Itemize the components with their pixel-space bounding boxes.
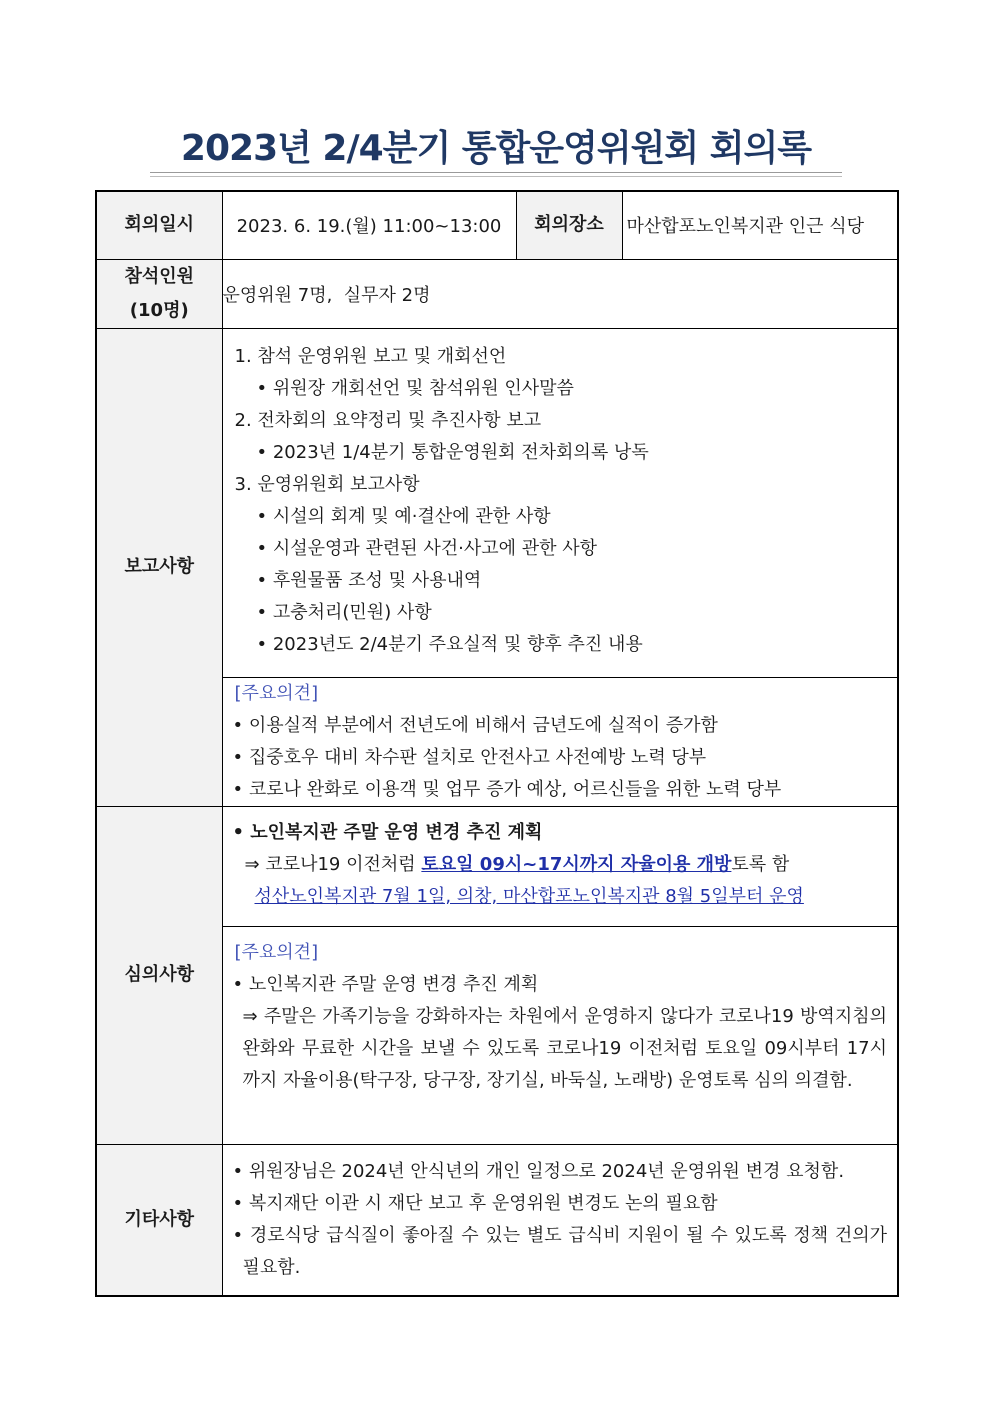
- deliberation-plan-schedule-text: 성산노인복지관 7월 1일, 의창, 마산합포노인복지관 8월 5일부터 운영: [254, 885, 804, 907]
- minutes-table: [95, 190, 899, 1297]
- attendees-label-title: 참석인원: [124, 265, 195, 287]
- deliberation-opinion-detail: ⇒ 주말은 가족기능을 강화하자는 차원에서 운영하지 않다가 코로나19 방역지침의 완화와 무료한 시간을 보낼 수 있도록 코로나19 이전처럼 토요일 09시부터 17시까지 자율이용(탁구장, 당구장, 장기실, 바둑실, 노래방) 운영토록 심의 의결함.: [242, 1005, 887, 1091]
- deliberation-plan-schedule: [233, 881, 888, 913]
- other-item: • 복지재단 이관 시 재단 보고 후 운영위원 변경도 논의 필요함: [232, 1192, 718, 1214]
- other-row: [96, 1144, 898, 1296]
- document-title: 2023년 2/4분기 통합운영위원회 회의록: [180, 128, 812, 169]
- report-subitem: • 시설의 회계 및 예·결산에 관한 사항: [256, 505, 551, 527]
- other-item: • 경로식당 급식질이 좋아질 수 있는 별도 급식비 지원이 될 수 있도록 정책 건의가 필요함.: [232, 1224, 887, 1278]
- other-item: • 위원장님은 2024년 안식년의 개인 일정으로 2024년 운영위원 변경 요청함.: [232, 1160, 845, 1182]
- report-opinion: • 이용실적 부분에서 전년도에 비해서 금년도에 실적이 증가함: [232, 714, 718, 736]
- deliberation-opinions: [222, 926, 898, 1144]
- deliberation-label: 심의사항: [96, 806, 222, 1144]
- report-subitem: • 위원장 개회선언 및 참석위원 인사말씀: [256, 377, 574, 399]
- title-underline: [150, 172, 842, 173]
- deliberation-opinion-heading: [주요의견]: [234, 941, 319, 963]
- report-subitem: • 2023년도 2/4분기 주요실적 및 향후 추진 내용: [256, 633, 643, 655]
- meeting-date-value: 2023. 6. 19.(월) 11:00~13:00: [222, 191, 516, 259]
- attendees-row: [96, 259, 898, 328]
- deliberation-row: [96, 806, 898, 926]
- report-opinion: • 집중호우 대비 차수판 설치로 안전사고 사전예방 노력 당부: [232, 746, 707, 768]
- report-subitem: • 고충처리(민원) 사항: [256, 601, 432, 623]
- attendees-value: 운영위원 7명, 실무자 2명: [222, 259, 898, 328]
- report-subitem: • 시설운영과 관련된 사건·사고에 관한 사항: [256, 537, 598, 559]
- report-items: [222, 328, 898, 677]
- deliberation-plan: [222, 806, 898, 926]
- meeting-place-label: 회의장소: [516, 191, 622, 259]
- report-opinion: • 코로나 완화로 이용객 및 업무 증가 예상, 어르신들을 위한 노력 당부: [232, 778, 782, 800]
- other-label: 기타사항: [96, 1144, 222, 1296]
- report-opinion-heading: [주요의견]: [234, 682, 319, 704]
- deliberation-plan-detail: [233, 849, 888, 881]
- deliberation-plan-emphasis: 토요일 09시~17시까지 자율이용 개방: [421, 853, 732, 875]
- meeting-info-row: [96, 191, 898, 259]
- report-item: 1. 참석 운영위원 보고 및 개회선언: [234, 345, 507, 367]
- report-opinions: [222, 677, 898, 806]
- title-underline-secondary: [150, 176, 842, 177]
- attendees-label: [96, 259, 222, 328]
- deliberation-opinion-item: • 노인복지관 주말 운영 변경 추진 계획: [232, 973, 539, 995]
- report-subitem: • 후원물품 조성 및 사용내역: [256, 569, 482, 591]
- deliberation-plan-title: • 노인복지관 주말 운영 변경 추진 계획: [232, 821, 543, 843]
- report-item: 2. 전차회의 요약정리 및 추진사항 보고: [234, 409, 542, 431]
- other-items: [222, 1144, 898, 1296]
- deliberation-plan-prefix: ⇒ 코로나19 이전처럼: [244, 853, 422, 875]
- report-label: 보고사항: [96, 328, 222, 806]
- meeting-place-value: 마산합포노인복지관 인근 식당: [622, 191, 898, 259]
- report-subitem: • 2023년 1/4분기 통합운영원회 전차회의록 낭독: [256, 441, 649, 463]
- report-item: 3. 운영위원회 보고사항: [234, 473, 420, 495]
- report-row: [96, 328, 898, 677]
- deliberation-plan-suffix: 토록 함: [731, 853, 790, 875]
- meeting-date-label: 회의일시: [96, 191, 222, 259]
- attendees-label-count: (10명): [129, 299, 189, 321]
